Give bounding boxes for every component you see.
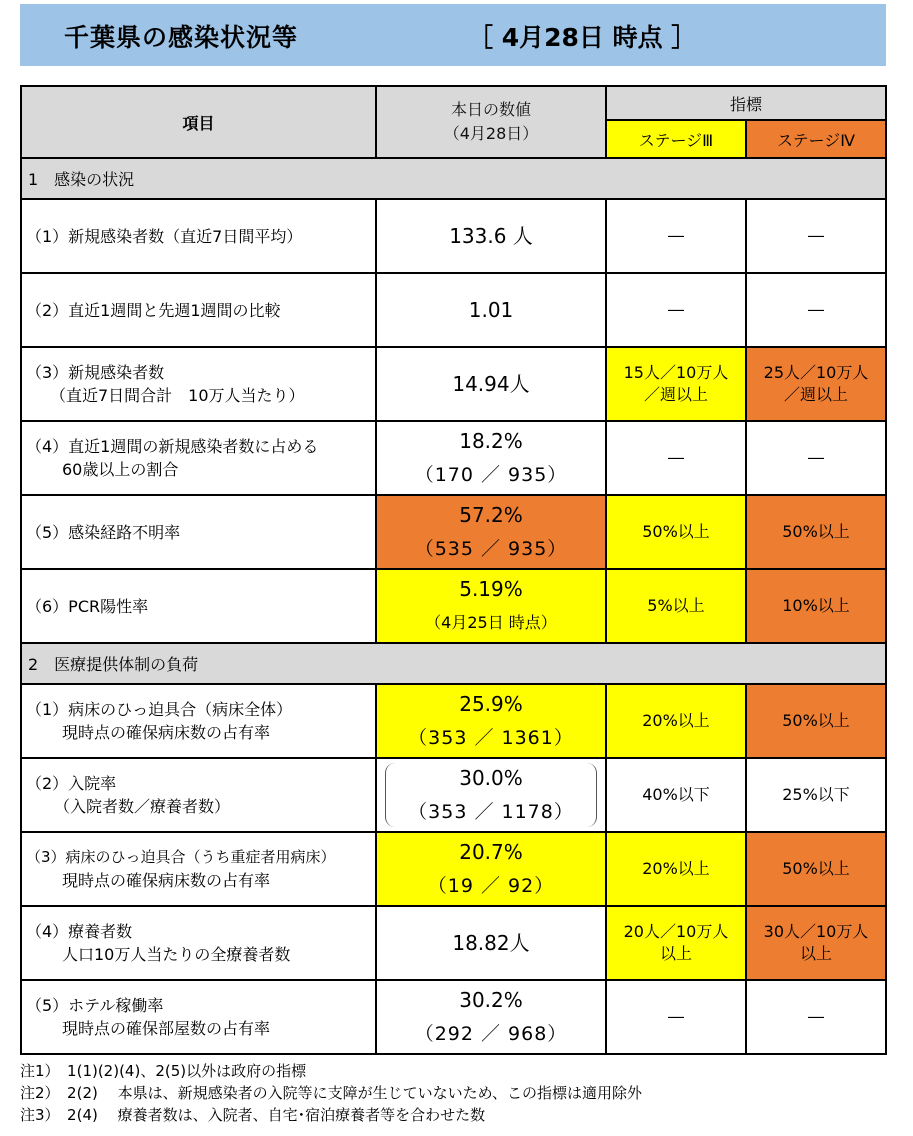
row-value-main: 1.01 [468, 298, 514, 322]
row-label-line: （5）ホテル稼働率 [26, 996, 164, 1015]
row-value [376, 906, 606, 980]
header-item: 項目 [21, 86, 376, 158]
row-stage4 [746, 906, 886, 980]
row-stage3: 20%以上 [606, 684, 746, 758]
footnotes [20, 1060, 642, 1126]
row-stage4: ― [746, 980, 886, 1054]
row-value [376, 980, 606, 1054]
row-value-detail: （535 ／ 935） [414, 538, 568, 560]
row-stage3: 40%以下 [606, 758, 746, 832]
row-stage4: ― [746, 421, 886, 495]
row-label-line: （2）入院率 [26, 774, 117, 793]
footnote: 注2） 2(2) 本県は、新規感染者の入院等に支障が生じていないため、この指標は適用除外 [20, 1084, 643, 1102]
row-value-main: 14.94人 [452, 372, 530, 396]
row-label [21, 495, 376, 569]
table-row [21, 684, 886, 758]
row-value-main: 18.2% [459, 429, 523, 453]
table-row [21, 758, 886, 832]
row-stage4-line2: ／週以上 [784, 385, 849, 404]
row-stage4-line2: 以上 [800, 944, 833, 963]
row-stage4-line: 30人／10万人 [763, 922, 869, 941]
row-stage3-line: 15人／10万人 [623, 363, 729, 382]
row-label-sub: 現時点の確保部屋数の占有率 [62, 1019, 271, 1038]
row-stage4 [746, 347, 886, 421]
footnote: 注1） 1(1)(2)(4)、2(5)以外は政府の指標 [20, 1062, 307, 1080]
row-label-line: （4）療養者数 [26, 922, 133, 941]
page-date: ［ 4月28日 時点 ］ [468, 23, 697, 52]
table-row [21, 906, 886, 980]
table-row [21, 569, 886, 643]
row-label-line: （2）直近1週間と先週1週間の比較 [26, 300, 281, 320]
row-stage3: ― [606, 199, 746, 273]
row-value-main: 30.2% [459, 988, 523, 1012]
row-label [21, 347, 376, 421]
row-value-detail: （19 ／ 92） [427, 875, 555, 897]
row-value-main: 5.19% [459, 577, 523, 601]
table-row [21, 495, 886, 569]
row-stage4: 50%以上 [746, 832, 886, 906]
row-label [21, 421, 376, 495]
table-row [21, 273, 886, 347]
table-row [21, 199, 886, 273]
row-value-detail: （353 ／ 1361） [408, 727, 574, 749]
page-title: 千葉県の感染状況等 [64, 23, 299, 52]
row-stage3: ― [606, 421, 746, 495]
title-bar [20, 4, 886, 66]
section-infection: 1 感染の状況 [21, 158, 886, 199]
row-label-line: （3）新規感染者数 [26, 363, 165, 382]
row-value [376, 421, 606, 495]
row-stage3 [606, 347, 746, 421]
row-value [376, 347, 606, 421]
header-stage3: ステージⅢ [606, 120, 746, 158]
row-label-line: （1）病床のひっ迫具合（病床全体） [26, 700, 293, 719]
table-row [21, 832, 886, 906]
row-value-main: 57.2% [459, 503, 523, 527]
row-value-main: 18.82人 [452, 931, 530, 955]
value-bracket [385, 763, 597, 827]
row-value [376, 199, 606, 273]
row-label-line: （4）直近1週間の新規感染者数に占める [26, 437, 319, 456]
row-stage3: ― [606, 273, 746, 347]
row-stage3: 5%以上 [606, 569, 746, 643]
table-row [21, 347, 886, 421]
row-value-main: 30.0% [459, 766, 523, 790]
section-medical: 2 医療提供体制の負荷 [21, 643, 886, 684]
row-label [21, 684, 376, 758]
row-stage4: ― [746, 273, 886, 347]
row-label-sub: 人口10万人当たりの全療養者数 [62, 945, 291, 964]
row-label-sub: （入院者数／療養者数） [54, 797, 231, 816]
row-label [21, 273, 376, 347]
table-row [21, 421, 886, 495]
row-value-detail: （4月25日 時点） [425, 613, 557, 632]
row-label-line: （1）新規感染者数（直近7日間平均） [26, 226, 303, 246]
row-stage4: 50%以上 [746, 495, 886, 569]
row-value-main: 20.7% [459, 840, 523, 864]
header-value-date: （4月28日） [443, 124, 539, 143]
header-stage4: ステージⅣ [746, 120, 886, 158]
row-label [21, 906, 376, 980]
row-label [21, 832, 376, 906]
status-table [20, 85, 887, 1055]
row-label-sub: （直近7日間合計 10万人当たり） [50, 386, 305, 405]
row-label [21, 199, 376, 273]
row-stage3: ― [606, 980, 746, 1054]
row-value-main: 25.9% [459, 692, 523, 716]
row-stage3 [606, 906, 746, 980]
row-stage4: ― [746, 199, 886, 273]
row-value [376, 758, 606, 832]
row-stage3: 50%以上 [606, 495, 746, 569]
row-value-main: 133.6 人 [449, 224, 533, 248]
row-value [376, 684, 606, 758]
row-label-sub: 現時点の確保病床数の占有率 [62, 871, 271, 890]
row-value-detail: （292 ／ 968） [414, 1023, 568, 1045]
row-value [376, 832, 606, 906]
row-stage4: 25%以下 [746, 758, 886, 832]
header-indicator: 指標 [606, 86, 886, 120]
row-label [21, 758, 376, 832]
table-row [21, 980, 886, 1054]
row-stage3-line2: ／週以上 [643, 385, 708, 404]
header-value-label: 本日の数値 [450, 100, 531, 119]
row-value [376, 495, 606, 569]
row-stage4: 10%以上 [746, 569, 886, 643]
row-stage3-line: 20人／10万人 [623, 922, 729, 941]
row-label-sub: 60歳以上の割合 [62, 460, 179, 479]
footnote: 注3） 2(4) 療養者数は、入院者、自宅･宿泊療養者等を合わせた数 [20, 1106, 486, 1124]
row-label [21, 569, 376, 643]
row-label-line: （5）感染経路不明率 [26, 522, 181, 542]
row-stage4: 50%以上 [746, 684, 886, 758]
header-value [376, 86, 606, 158]
row-value-detail: （170 ／ 935） [414, 464, 568, 486]
row-label [21, 980, 376, 1054]
row-label-line: （3）病床のひっ迫具合（うち重症者用病床） [26, 848, 336, 866]
row-stage3: 20%以上 [606, 832, 746, 906]
row-stage3-line2: 以上 [659, 944, 692, 963]
row-stage4-line: 25人／10万人 [763, 363, 869, 382]
row-value [376, 569, 606, 643]
row-value [376, 273, 606, 347]
row-label-sub: 現時点の確保病床数の占有率 [62, 723, 271, 742]
row-label-line: （6）PCR陽性率 [26, 596, 149, 616]
row-value-detail: （353 ／ 1178） [408, 801, 574, 823]
